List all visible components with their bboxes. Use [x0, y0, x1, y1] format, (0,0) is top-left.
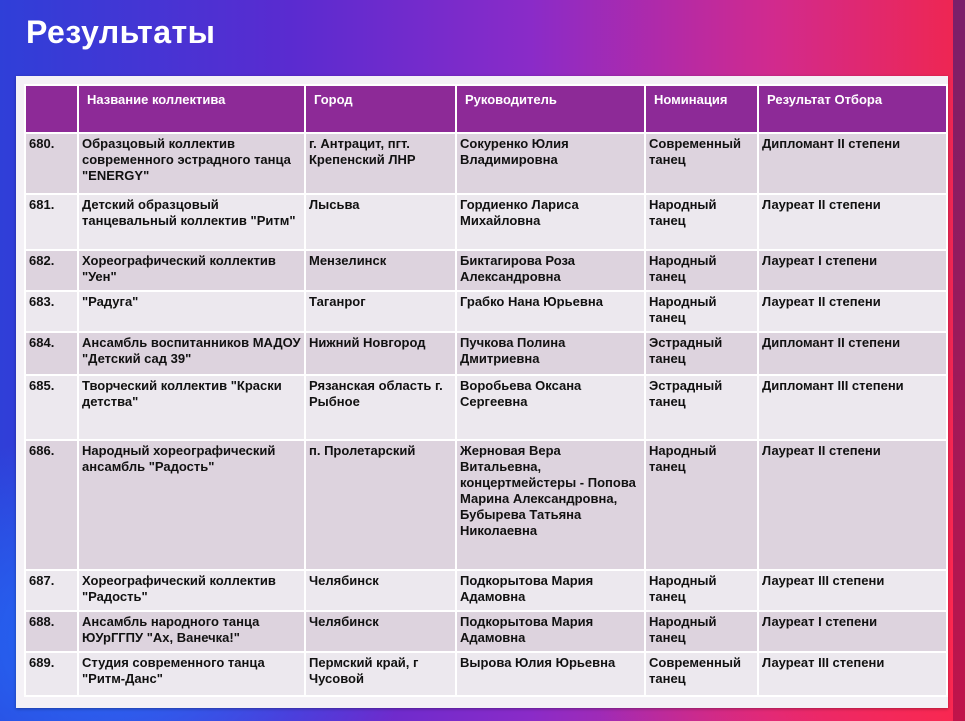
- row-result: Лауреат II степени: [758, 291, 947, 332]
- row-nomination: Народный танец: [645, 570, 758, 611]
- row-result: Дипломант II степени: [758, 133, 947, 194]
- row-nomination: Народный танец: [645, 291, 758, 332]
- row-number: 683.: [25, 291, 78, 332]
- results-table: [24, 84, 948, 697]
- row-nomination: Народный танец: [645, 250, 758, 291]
- table-row: [25, 133, 947, 194]
- row-number: 684.: [25, 332, 78, 375]
- row-result: Лауреат III степени: [758, 570, 947, 611]
- table-row: [25, 652, 947, 696]
- header-name: Название коллектива: [78, 85, 305, 133]
- table-row: [25, 291, 947, 332]
- row-number: 685.: [25, 375, 78, 440]
- row-result: Лауреат II степени: [758, 194, 947, 250]
- row-leader: Сокуренко Юлия Владимировна: [456, 133, 645, 194]
- row-name: Ансамбль воспитанников МАДОУ "Детский сад 39": [78, 332, 305, 375]
- row-city: г. Антрацит, пгт. Крепенский ЛНР: [305, 133, 456, 194]
- row-leader: Грабко Нана Юрьевна: [456, 291, 645, 332]
- row-name: Детский образцовый танцевальный коллектив "Ритм": [78, 194, 305, 250]
- row-name: Ансамбль народного танца ЮУрГГПУ "Ах, Ванечка!": [78, 611, 305, 652]
- table-row: [25, 570, 947, 611]
- row-nomination: Народный танец: [645, 194, 758, 250]
- row-leader: Гордиенко Лариса Михайловна: [456, 194, 645, 250]
- row-nomination: Эстрадный танец: [645, 375, 758, 440]
- table-row: [25, 194, 947, 250]
- row-leader: Подкорытова Мария Адамовна: [456, 611, 645, 652]
- row-nomination: Эстрадный танец: [645, 332, 758, 375]
- row-name: "Радуга": [78, 291, 305, 332]
- row-result: Лауреат II степени: [758, 440, 947, 570]
- row-number: 687.: [25, 570, 78, 611]
- row-city: Лысьва: [305, 194, 456, 250]
- row-city: Мензелинск: [305, 250, 456, 291]
- row-nomination: Современный танец: [645, 133, 758, 194]
- table-row: [25, 611, 947, 652]
- row-nomination: Народный танец: [645, 611, 758, 652]
- row-nomination: Современный танец: [645, 652, 758, 696]
- row-number: 686.: [25, 440, 78, 570]
- row-name: Творческий коллектив "Краски детства": [78, 375, 305, 440]
- header-result: Результат Отбора: [758, 85, 947, 133]
- row-city: Пермский край, г Чусовой: [305, 652, 456, 696]
- row-name: Студия современного танца "Ритм-Данс": [78, 652, 305, 696]
- row-result: Лауреат I степени: [758, 611, 947, 652]
- table-row: [25, 440, 947, 570]
- row-city: Рязанская область г. Рыбное: [305, 375, 456, 440]
- header-leader: Руководитель: [456, 85, 645, 133]
- header-nomination: Номинация: [645, 85, 758, 133]
- row-name: Образцовый коллектив современного эстрадного танца "ENERGY": [78, 133, 305, 194]
- row-number: 680.: [25, 133, 78, 194]
- row-result: Лауреат I степени: [758, 250, 947, 291]
- row-number: 689.: [25, 652, 78, 696]
- table-row: [25, 250, 947, 291]
- table-row: [25, 332, 947, 375]
- row-city: п. Пролетарский: [305, 440, 456, 570]
- row-city: Челябинск: [305, 611, 456, 652]
- row-city: Таганрог: [305, 291, 456, 332]
- row-result: Лауреат III степени: [758, 652, 947, 696]
- row-name: Народный хореографический ансамбль "Радость": [78, 440, 305, 570]
- row-number: 681.: [25, 194, 78, 250]
- row-result: Дипломант III степени: [758, 375, 947, 440]
- table-header-row: [25, 85, 947, 133]
- row-leader: Воробьева Оксана Сергеевна: [456, 375, 645, 440]
- table-row: [25, 375, 947, 440]
- row-leader: Подкорытова Мария Адамовна: [456, 570, 645, 611]
- header-number: [25, 85, 78, 133]
- row-name: Хореографический коллектив "Уен": [78, 250, 305, 291]
- decorative-edge-strip: [953, 0, 965, 721]
- row-leader: Вырова Юлия Юрьевна: [456, 652, 645, 696]
- row-city: Нижний Новгород: [305, 332, 456, 375]
- row-number: 688.: [25, 611, 78, 652]
- header-city: Город: [305, 85, 456, 133]
- page-title: Результаты: [26, 14, 216, 50]
- row-leader: Пучкова Полина Дмитриевна: [456, 332, 645, 375]
- row-nomination: Народный танец: [645, 440, 758, 570]
- row-leader: Биктагирова Роза Александровна: [456, 250, 645, 291]
- row-leader: Жерновая Вера Витальевна, концертмейстеры - Попова Марина Александровна, Бубырева Татьяна Николаевна: [456, 440, 645, 570]
- row-number: 682.: [25, 250, 78, 291]
- row-city: Челябинск: [305, 570, 456, 611]
- row-result: Дипломант II степени: [758, 332, 947, 375]
- row-name: Хореографический коллектив "Радость": [78, 570, 305, 611]
